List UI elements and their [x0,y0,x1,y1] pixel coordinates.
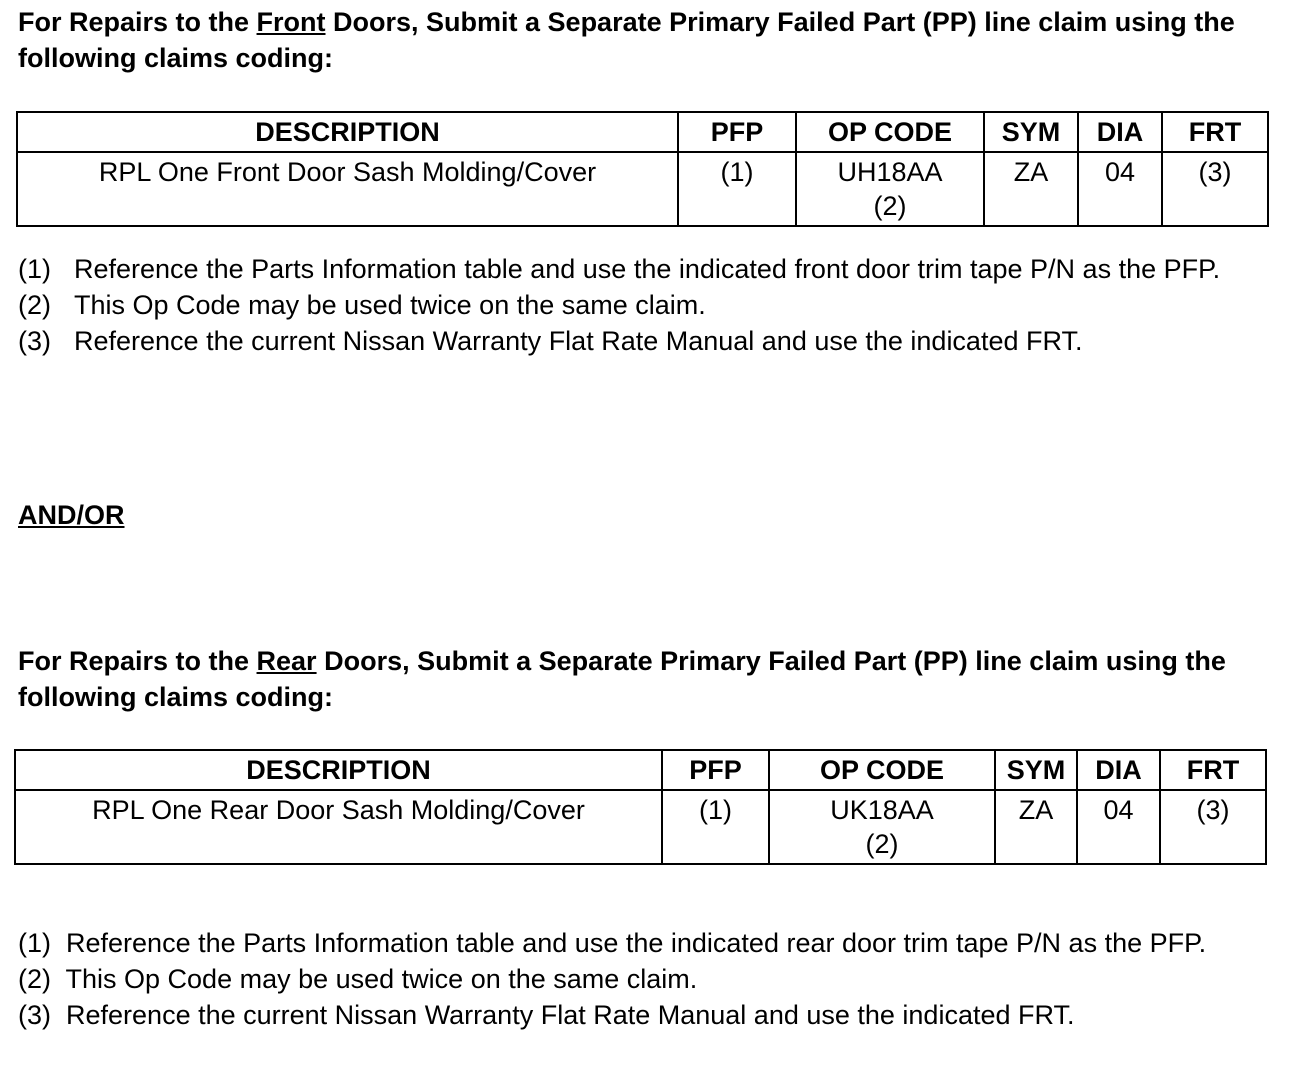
cell-description: RPL One Front Door Sash Molding/Cover [17,152,678,226]
header-op-code: OP CODE [796,112,984,152]
header-dia: DIA [1078,112,1162,152]
footnote-text: This Op Code may be used twice on the same claim. [74,290,706,320]
footnote-number: (1) [18,254,51,284]
header-op-code: OP CODE [769,750,995,790]
cell-frt: (3) [1162,152,1268,226]
footnote-item [18,287,1288,323]
op-code-note: (2) [865,829,899,859]
table-row [17,152,1268,226]
footnote-text: This Op Code may be used twice on the same claim. [65,964,698,994]
cell-frt: (3) [1160,790,1266,864]
footnote-item [18,323,1288,359]
footnote-number: (3) [18,326,51,356]
cell-sym: ZA [984,152,1078,226]
op-code-value: UK18AA [830,795,934,825]
front-heading-text-rest: Doors, Submit a Separate Primary Failed Part (PP) line claim using the following claims coding: [18,7,1235,73]
footnote-item [18,925,1288,961]
footnote-number: (1) [18,928,51,958]
rear-heading-underlined: Rear [256,646,317,676]
cell-dia: 04 [1078,152,1162,226]
table-row [15,790,1266,864]
cell-pfp: (1) [662,790,769,864]
header-frt: FRT [1160,750,1266,790]
footnote-number: (2) [18,964,51,994]
header-pfp: PFP [678,112,796,152]
header-sym: SYM [995,750,1077,790]
header-pfp: PFP [662,750,769,790]
cell-pfp: (1) [678,152,796,226]
header-description: DESCRIPTION [15,750,662,790]
cell-sym: ZA [995,790,1077,864]
table-header-row [17,112,1268,152]
rear-claims-table [14,749,1267,865]
table-header-row [15,750,1266,790]
cell-dia: 04 [1077,790,1160,864]
footnote-item [18,961,1288,997]
rear-footnotes [18,925,1288,1033]
header-dia: DIA [1077,750,1160,790]
cell-op-code [769,790,995,864]
front-claims-table [16,111,1269,227]
footnote-number: (3) [18,1000,51,1030]
op-code-note: (2) [873,191,907,221]
footnote-item [18,251,1288,287]
front-heading-text: For Repairs to the [18,7,257,37]
rear-heading-text: For Repairs to the [18,646,257,676]
front-heading [18,4,1298,76]
rear-heading-text-rest: Doors, Submit a Separate Primary Failed Part (PP) line claim using the following claims coding: [18,646,1226,712]
cell-description: RPL One Rear Door Sash Molding/Cover [15,790,662,864]
header-frt: FRT [1162,112,1268,152]
cell-op-code [796,152,984,226]
footnote-text: Reference the Parts Information table and use the indicated rear door trim tape P/N as the PFP. [66,928,1207,958]
op-code-value: UH18AA [837,157,943,187]
footnote-number: (2) [18,290,51,320]
front-heading-underlined: Front [256,7,326,37]
front-footnotes [18,251,1288,359]
footnote-text: Reference the Parts Information table and use the indicated front door trim tape P/N as the PFP. [74,254,1221,284]
rear-heading [18,643,1298,715]
footnote-text: Reference the current Nissan Warranty Flat Rate Manual and use the indicated FRT. [74,326,1083,356]
and-or-separator: AND/OR [18,500,125,530]
footnote-item [18,997,1288,1033]
header-sym: SYM [984,112,1078,152]
footnote-text: Reference the current Nissan Warranty Flat Rate Manual and use the indicated FRT. [66,1000,1075,1030]
header-description: DESCRIPTION [17,112,678,152]
